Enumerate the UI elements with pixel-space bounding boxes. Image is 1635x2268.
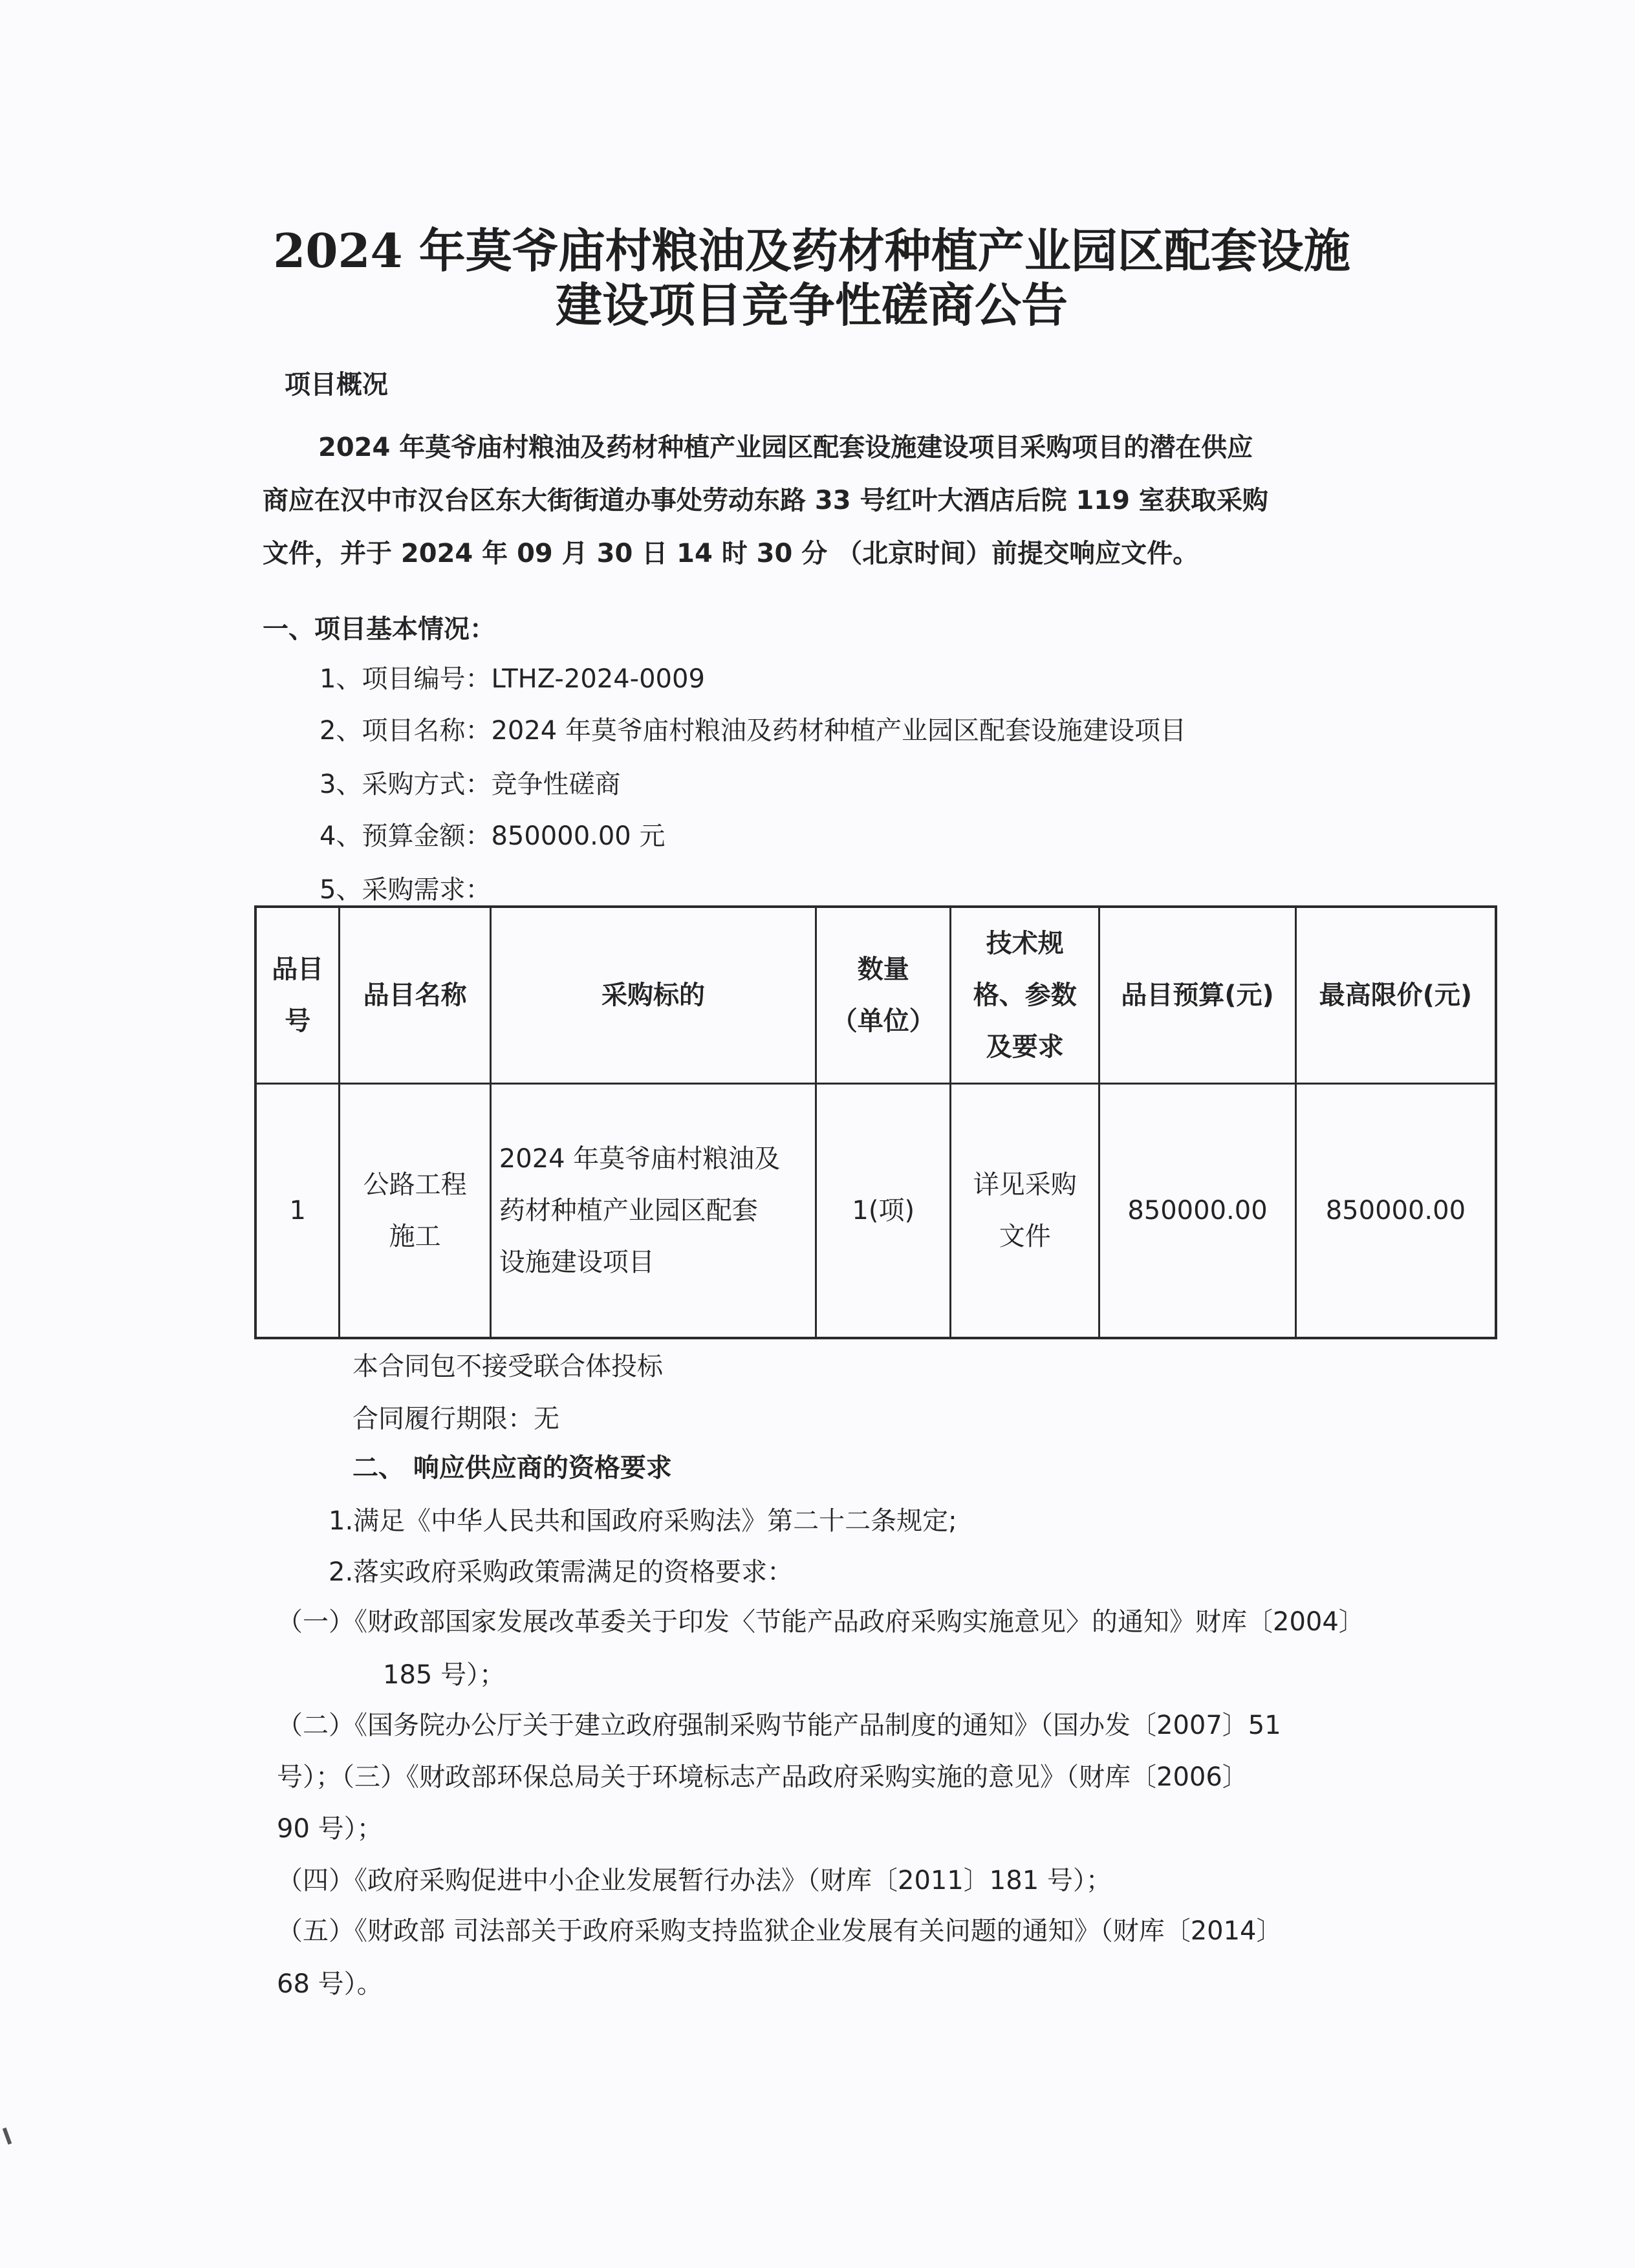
table-cell: 1(项)	[816, 1084, 951, 1339]
budget-amount: 4、预算金额：850000.00 元	[319, 821, 666, 851]
table-header-cell: 品目 号	[255, 907, 340, 1084]
document-title-line2: 建设项目竞争性磋商公告	[555, 277, 1068, 332]
overview-para-line3: 文件，并于 2024 年 09 月 30 日 14 时 30 分 （北京时间）前提交响应文件。	[263, 539, 1199, 568]
document-title-line1: 2024 年莫爷庙村粮油及药材种植产业园区配套设施	[273, 223, 1350, 278]
table-row	[255, 1084, 1496, 1339]
policy-5-line1: （五）《财政部 司法部关于政府采购支持监狱企业发展有关问题的通知》（财库〔2014〕	[277, 1916, 1283, 1946]
overview-para-line2: 商应在汉中市汉台区东大街街道办事处劳动东路 33 号红叶大酒店后院 119 室获取采购	[263, 486, 1268, 515]
requirement-1: 1.满足《中华人民共和国政府采购法》第二十二条规定;	[329, 1506, 957, 1536]
table-header-row	[255, 907, 1496, 1084]
table-header-cell: 采购标的	[490, 907, 816, 1084]
project-number: 1、项目编号：LTHZ-2024-0009	[319, 664, 705, 694]
joint-bid-note: 本合同包不接受联合体投标	[352, 1352, 663, 1381]
section1-heading: 一、项目基本情况：	[263, 614, 495, 644]
table-cell: 850000.00	[1295, 1084, 1496, 1339]
table-header-cell: 品目名称	[340, 907, 490, 1084]
table-header-cell: 数量 （单位）	[816, 907, 951, 1084]
table-header-cell: 最高限价(元)	[1295, 907, 1496, 1084]
table-cell: 1	[255, 1084, 340, 1339]
policy-2-line1: （二）《国务院办公厅关于建立政府强制采购节能产品制度的通知》（国办发〔2007〕51	[277, 1711, 1281, 1740]
policy-1-line1: （一）《财政部国家发展改革委关于印发〈节能产品政府采购实施意见〉的通知》财库〔2004〕	[277, 1607, 1365, 1637]
table-cell: 850000.00	[1099, 1084, 1296, 1339]
policy-4: （四）《政府采购促进中小企业发展暂行办法》（财库〔2011〕181 号）；	[277, 1866, 1112, 1895]
procurement-method: 3、采购方式：竞争性磋商	[319, 770, 621, 799]
procurement-table	[254, 905, 1497, 1339]
table-cell: 2024 年莫爷庙村粮油及 药材种植产业园区配套 设施建设项目	[490, 1084, 816, 1339]
project-name: 2、项目名称：2024 年莫爷庙村粮油及药材种植产业园区配套设施建设项目	[319, 716, 1186, 746]
overview-heading: 项目概况	[285, 370, 388, 400]
requirement-2: 2.落实政府采购政策需满足的资格要求：	[329, 1557, 794, 1587]
policy-2-line3: 90 号）；	[277, 1814, 383, 1844]
table-header-cell: 品目预算(元)	[1099, 907, 1296, 1084]
policy-2-line2: 号）；（三）《财政部环保总局关于环境标志产品政府采购实施的意见》（财库〔2006〕	[277, 1762, 1248, 1792]
overview-para-line1: 2024 年莫爷庙村粮油及药材种植产业园区配套设施建设项目采购项目的潜在供应	[318, 433, 1253, 462]
table-cell: 详见采购 文件	[951, 1084, 1099, 1339]
table-cell: 公路工程 施工	[340, 1084, 490, 1339]
section2-heading: 二、 响应供应商的资格要求	[352, 1453, 672, 1483]
scan-mark	[3, 2128, 12, 2144]
procurement-demand-label: 5、采购需求：	[319, 875, 492, 905]
policy-1-line2: 185 号）；	[383, 1660, 506, 1690]
contract-period-note: 合同履行期限：无	[352, 1404, 559, 1434]
policy-5-line2: 68 号）。	[277, 1969, 383, 1999]
table-header-cell: 技术规 格、参数 及要求	[951, 907, 1099, 1084]
